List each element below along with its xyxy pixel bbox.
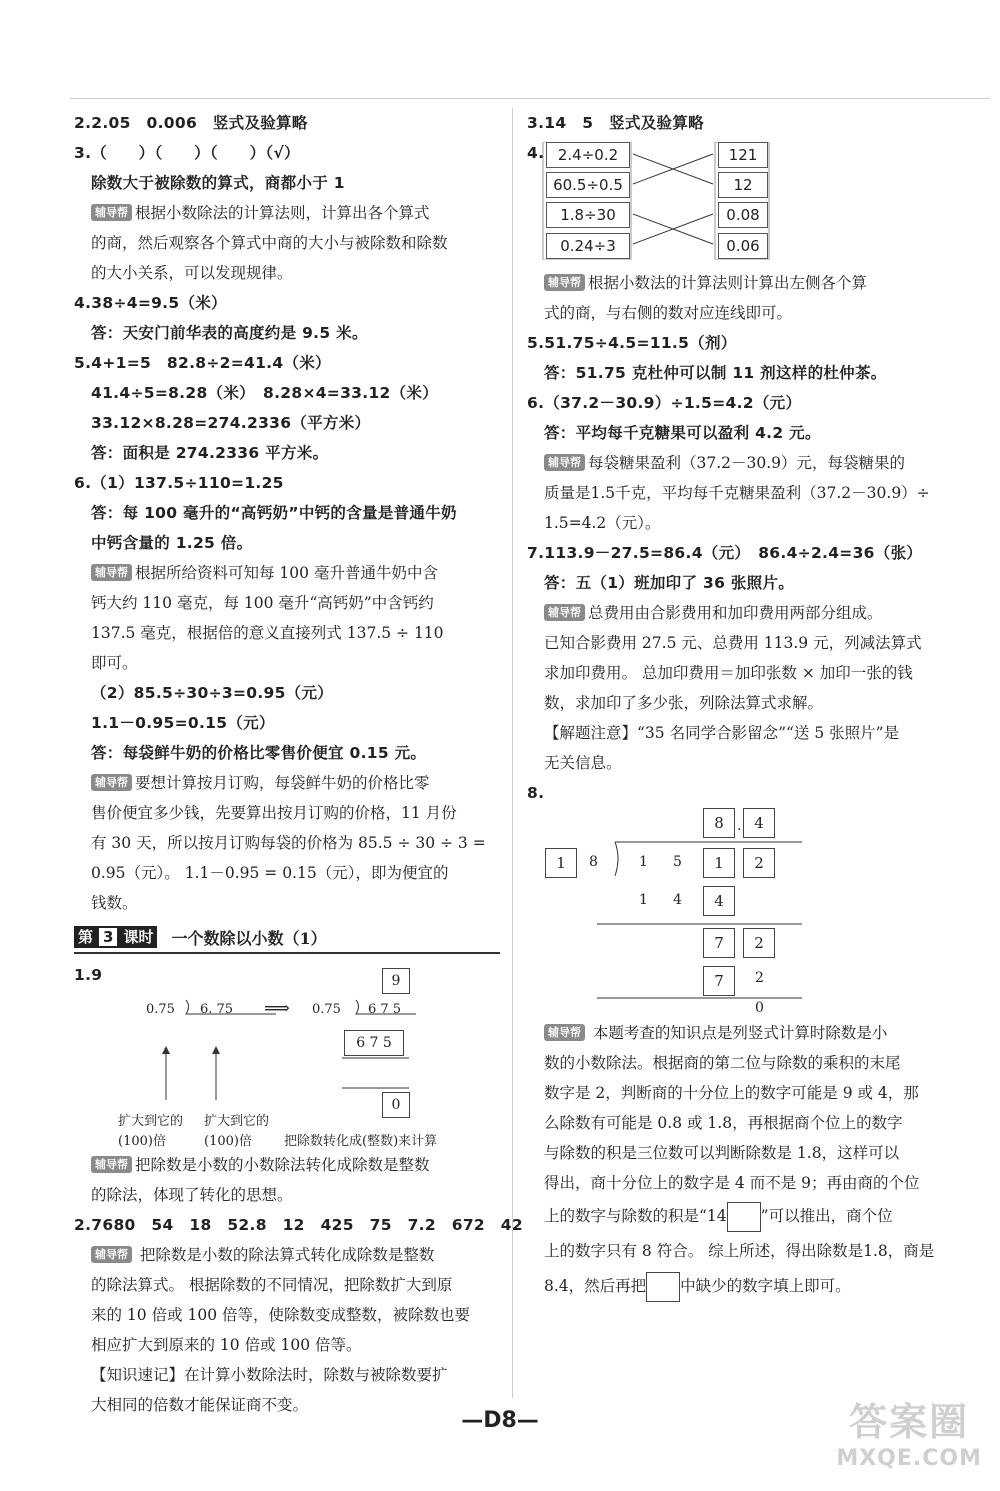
match-left-1: 2.4÷0.2 — [546, 142, 630, 168]
watermark-logo: 答案圈 MXQE.COM — [836, 1400, 982, 1471]
answer-5-line2: 41.4÷5=8.28（米） 8.28×4=33.12（米） — [91, 384, 439, 402]
helper-tag: 辅导帮 — [544, 1024, 585, 1041]
answer-6-part2: （2）85.5÷30÷3=0.95（元） — [91, 684, 334, 702]
helper-tag: 辅导帮 — [91, 774, 132, 791]
helper-tag: 辅导帮 — [544, 604, 585, 621]
right-column — [527, 108, 952, 1304]
top-rule — [70, 98, 990, 99]
helper-note-r4: 辅导帮 根据小数法的计算法则计算出左侧各个算 式的商，与右侧的数对应连线即可。 — [544, 274, 868, 322]
matching-figure: 4. 2.4÷0.2 60.5÷0.5 1.8÷30 0.24÷3 121 12 0.08 0.06 — [527, 142, 952, 260]
answer-5-line3: 33.12×8.28=274.2336（平方米） — [91, 414, 371, 432]
answer-3-rule: 除数大于被除数的算式，商都小于 1 — [91, 174, 345, 192]
column-divider — [512, 108, 513, 1398]
helper-tag: 辅导帮 — [91, 1156, 132, 1173]
match-right-1: 121 — [718, 142, 768, 168]
answer-6: 6.（1）137.5÷110=1.25 — [74, 474, 284, 492]
match-right-4: 0.06 — [718, 233, 768, 259]
remainder-box: 0 — [382, 1092, 410, 1118]
long-division-figure: 8 . 4 1 8 1 5 1 2 1 4 4 7 2 7 2 0 — [527, 808, 952, 1018]
lesson-header: 第 3 课时 一个数除以小数（1） — [74, 922, 500, 954]
answer-2: 2.2.05 0.006 竖式及验算略 — [74, 114, 308, 132]
left-column — [74, 108, 523, 1420]
answer-6-part2-line2: 1.1－0.95=0.15（元） — [91, 714, 275, 732]
helper-note-r6: 辅导帮 每袋糖果盈利（37.2－30.9）元，每袋糖果的 质量是1.5千克，平均每千克糖果盈利（37.2－30.9）÷ 1.5=4.2（元）。 — [544, 454, 930, 532]
helper-note-l2: 辅导帮 把除数是小数的除法算式转化成除数是整数 的除法算式。 根据除数的不同情况，把除数扩大到原 来的 10 倍或 100 倍等，使除数变成整数，被除数也要 相应扩大到原来的 10 倍或 100 倍等。 【知识速记】在计算小数除法时，除数与被除数要扩 大相同的倍数才能保证商不变。 — [91, 1246, 471, 1414]
answer-r3: 3.14 5 竖式及验算略 — [527, 114, 704, 132]
answer-4-reply: 答：天安门前华表的高度约是 9.5 米。 — [91, 324, 368, 342]
answer-r5: 5.51.75÷4.5=11.5（剂） — [527, 334, 737, 352]
helper-tag: 辅导帮 — [91, 1246, 132, 1263]
lesson-title: 一个数除以小数（1） — [171, 928, 327, 948]
quotient-box: 9 — [382, 968, 410, 994]
answer-r6-reply: 答：平均每千克糖果可以盈利 4.2 元。 — [544, 424, 821, 442]
match-left-2: 60.5÷0.5 — [546, 172, 630, 198]
helper-note-r8: 辅导帮 本题考查的知识点是列竖式计算时除数是小 数的小数除法。根据商的第二位与除数的乘积的末尾 数字是 2，判断商的十分位上的数字可能是 9 或 4，那 么除数有可能是 0.8 或 1.8，再根据商个位上的数字 与除数的积是三位数可以判断除数是 1.8，这样可以 得出，商十分位上的数字是 4 而不是 9；再由商的个位 上的数字与除数的积是“14 ”可以推出，商个位 上的数字只有 8 符合。 综上所述，得出除数是1.8，商是 8.4，然后再把 中缺少的数字填上即可。 — [527, 1018, 952, 1304]
match-right-2: 12 — [718, 172, 768, 198]
lesson-answer-1: 1.9 — [74, 966, 103, 984]
page-number: —D8— — [461, 1408, 539, 1433]
answer-6-part2-reply: 答：每袋鲜牛奶的价格比零售价便宜 0.15 元。 — [91, 744, 427, 762]
answer-r5-reply: 答：51.75 克杜仲可以制 11 剂这样的杜仲茶。 — [544, 364, 887, 382]
answer-r6: 6.（37.2－30.9）÷1.5=4.2（元） — [527, 394, 802, 412]
helper-note-r7: 辅导帮 总费用由合影费用和加印费用两部分组成。 已知合影费用 27.5 元、总费用 113.9 元，列减法算式 求加印费用。 总加印费用＝加印张数 × 加印一张的钱 数，求加印了多少张，列除法算式求解。 【解题注意】“35 名同学合影留念”“送 5 张照片”是 无关信息。 — [544, 604, 922, 772]
lesson-answer-2: 2.7680 54 18 52.8 12 425 75 7.2 672 42 — [74, 1216, 523, 1234]
helper-tag: 辅导帮 — [544, 454, 585, 471]
helper-note-l1: 辅导帮 把除数是小数的小数除法转化成除数是整数 的除法，体现了转化的思想。 — [91, 1156, 430, 1204]
division-transform-figure: 0.75 6. 75 ⟹ 0.75 6 7 5 9 6 7 5 0 扩大到它的 (100)倍 扩大到它的 (100)倍 把除数转化成(整数)来计算 — [74, 990, 500, 1150]
answer-r8: 8. — [527, 784, 545, 802]
helper-tag: 辅导帮 — [91, 564, 132, 581]
answer-3: 3.（ ）（ ）（ ）（√） — [74, 144, 300, 162]
answer-r7: 7.113.9－27.5=86.4（元） 86.4÷2.4=36（张） — [527, 544, 923, 562]
answer-6-reply-b: 中钙含量的 1.25 倍。 — [91, 534, 253, 552]
match-left-3: 1.8÷30 — [546, 202, 630, 228]
blank-box — [646, 1272, 680, 1302]
match-left-4: 0.24÷3 — [546, 233, 630, 259]
helper-tag: 辅导帮 — [544, 274, 585, 291]
answer-r7-reply: 答：五（1）班加印了 36 张照片。 — [544, 574, 795, 592]
answer-5-reply: 答：面积是 274.2336 平方米。 — [91, 444, 329, 462]
answer-5: 5.4+1=5 82.8÷2=41.4（米） — [74, 354, 331, 372]
blank-box — [727, 1202, 761, 1232]
helper-note-6b: 辅导帮 要想计算按月订购，每袋鲜牛奶的价格比零 售价便宜多少钱，先要算出按月订购的价格，11 月份 有 30 天，所以按月订购每袋的价格为 85.5 ÷ 30 ÷ 3 = 0.95（元）。 1.1－0.95 = 0.15（元），即为便宜的 钱数。 — [91, 774, 486, 912]
helper-note-3: 辅导帮 根据小数除法的计算法则，计算出各个算式 的商，然后观察各个算式中商的大小与被除数和除数 的大小关系，可以发现规律。 — [91, 204, 448, 282]
helper-tag: 辅导帮 — [91, 204, 132, 221]
answer-4: 4.38÷4=9.5（米） — [74, 294, 227, 312]
product-box: 6 7 5 — [344, 1030, 404, 1056]
answer-6-reply-a: 答：每 100 毫升的“高钙奶”中钙的含量是普通牛奶 — [91, 504, 457, 522]
match-right-3: 0.08 — [718, 202, 768, 228]
helper-note-6a: 辅导帮 根据所给资料可知每 100 毫升普通牛奶中含 钙大约 110 毫克，每 100 毫升“高钙奶”中含钙约 137.5 毫克，根据倍的意义直接列式 137.5 ÷ 110 即可。 — [91, 564, 444, 672]
long-division-lines — [527, 808, 947, 1018]
